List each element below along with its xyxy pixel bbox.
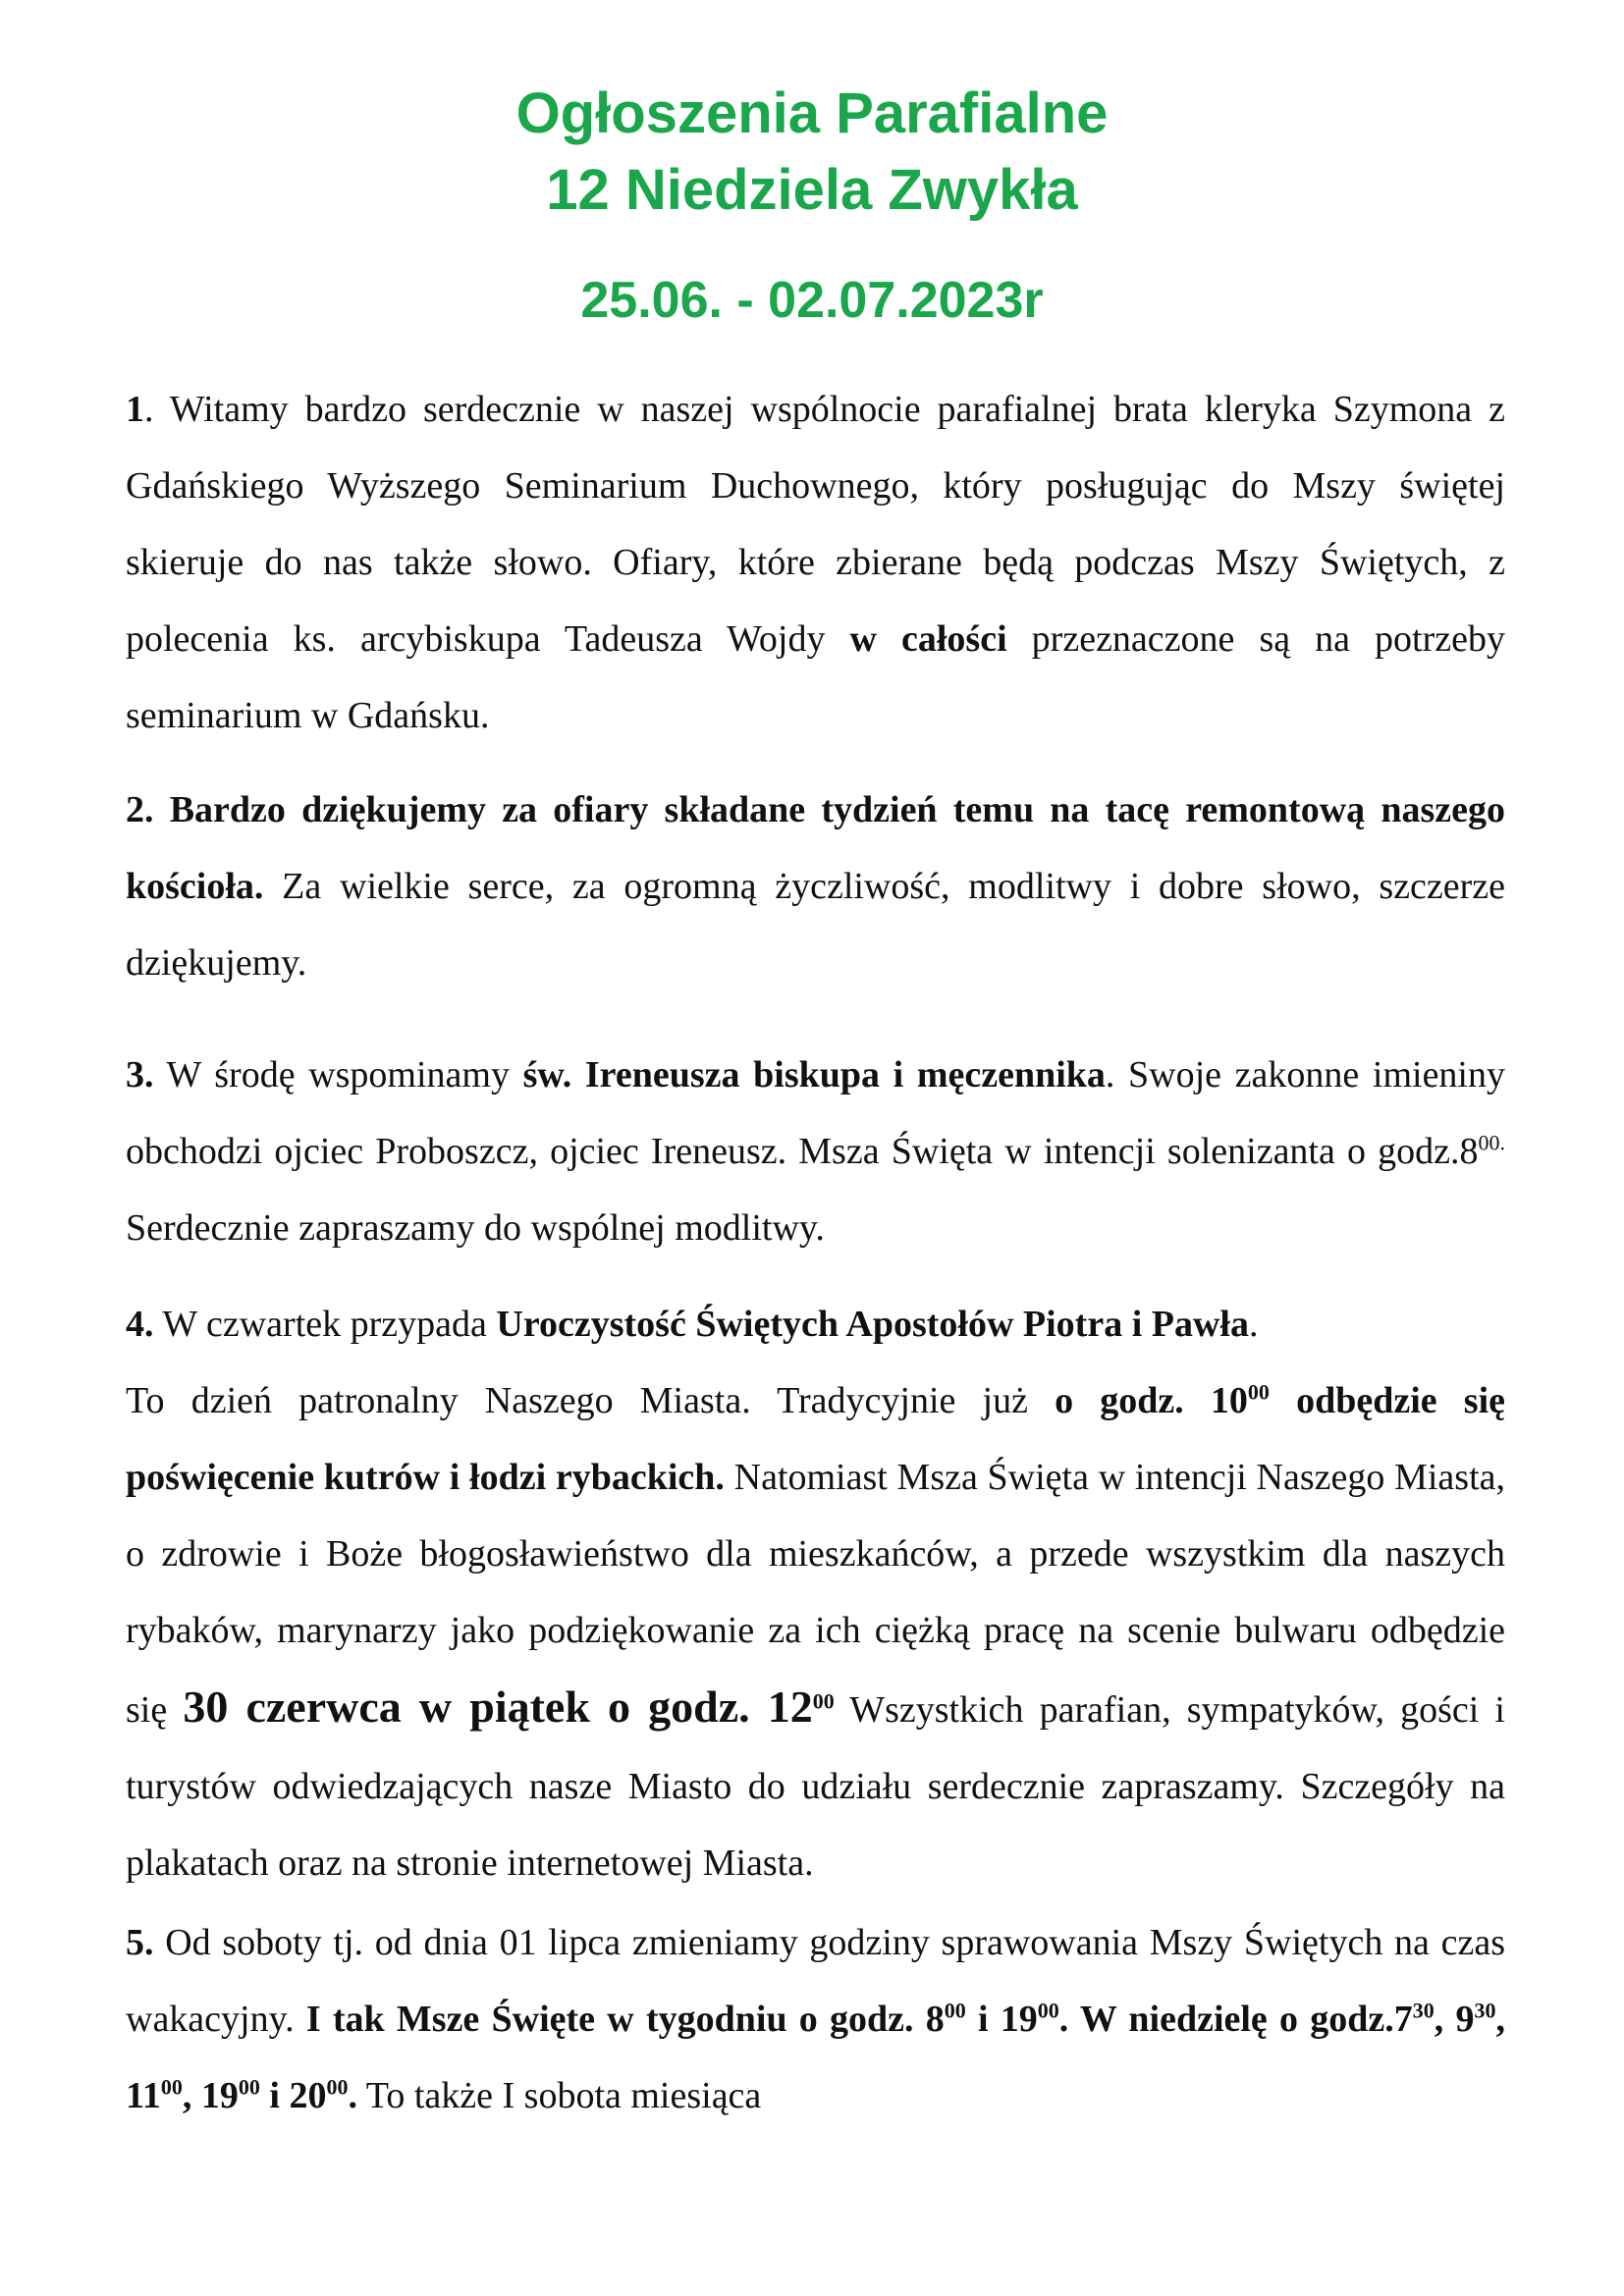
announcement-highlight: 30 czerwca w piątek o godz. 12 <box>183 1682 813 1732</box>
announcement-3 <box>126 1037 1505 1266</box>
announcement-2 <box>126 772 1505 1001</box>
announcement-number: 1 <box>126 389 144 430</box>
page-title: Ogłoszenia Parafialne <box>515 81 1109 145</box>
announcement-5 <box>126 1904 1505 2134</box>
announcement-number: 3. <box>126 1054 154 1095</box>
announcement-emphasis: . W niedzielę o godz.7 <box>1058 1999 1413 2040</box>
announcement-emphasis: odbędzie się poświęcenie kutrów i łodzi rybackich. <box>126 1380 1505 1498</box>
announcement-number: 4. <box>126 1304 154 1345</box>
time-superscript: 00 <box>238 2074 260 2100</box>
time-superscript: 00 <box>1247 1379 1270 1405</box>
announcement-text: Serdecznie zapraszamy do wspólnej modlitwy. <box>126 1207 825 1249</box>
announcement-text: . <box>1248 1304 1259 1345</box>
announcement-text: . Witamy bardzo serdecznie w naszej wspólnocie parafialnej brata kleryka Szymona z Gdańskiego Wyższego Seminarium Duchownego, który posługując do Mszy świętej skieruje do nas także słowo. Ofiary, które zbierane będą podczas Mszy Świętych, z polecenia ks. arcybiskupa Tadeusza Wojdy <box>126 389 1505 660</box>
announcement-emphasis: , 11 <box>126 1999 1505 2116</box>
time-superscript: 00. <box>1478 1130 1505 1155</box>
announcement-1 <box>126 371 1505 754</box>
announcement-emphasis: 2. Bardzo dziękujemy za ofiary składane tydzień temu na tacę remontową naszego kościoła. <box>126 789 1505 907</box>
time-superscript: 00 <box>160 2074 183 2100</box>
announcement-text: Za wielkie serce, za ogromną życzliwość, modlitwy i dobre słowo, szczerze dziękujemy. <box>126 866 1505 984</box>
announcement-text: przeznaczone są na potrzeby seminarium w Gdańsku. <box>126 618 1505 736</box>
announcement-emphasis: i 20 <box>259 2075 327 2116</box>
announcement-text: . Swoje zakonne imieniny obchodzi ojciec Proboszcz, ojciec Ireneusz. Msza Święta w intencji solenizanta o godz.8 <box>126 1054 1505 1172</box>
time-superscript: 00 <box>944 1998 966 2023</box>
announcement-emphasis: , 9 <box>1434 1999 1475 2040</box>
announcement-text: To także I sobota miesiąca <box>356 2075 762 2116</box>
announcement-emphasis: św. Ireneusza biskupa i męczennika <box>522 1054 1106 1095</box>
announcement-emphasis: , 19 <box>182 2075 239 2116</box>
announcement-text: To dzień patronalny Naszego Miasta. Tradycyjnie już <box>126 1380 1056 1421</box>
announcement-emphasis: I tak Msze Święte w tygodniu o godz. 8 <box>305 1999 945 2040</box>
time-superscript: 30 <box>1412 1998 1435 2023</box>
announcement-emphasis: o godz. 10 <box>1055 1380 1248 1421</box>
announcement-4 <box>126 1286 1505 1901</box>
announcement-emphasis: Uroczystość Świętych Apostołów Piotra i Pawła <box>496 1304 1249 1345</box>
time-superscript: 00 <box>326 2074 349 2100</box>
announcement-text: Natomiast Msza Święta w intencji Naszego Miasta, o zdrowie i Boże błogosławieństwo dla mieszkańców, a przede wszystkim dla naszych rybaków, marynarzy jako podziękowanie za ich ciężką pracę na scenie bulwaru odbędzie się <box>126 1457 1505 1731</box>
announcement-number: 5. <box>126 1922 154 1963</box>
announcement-emphasis: . <box>348 2075 357 2116</box>
announcement-text: W czwartek przypada <box>153 1304 497 1345</box>
announcement-text: W środę wspominamy <box>153 1054 523 1095</box>
date-range: 25.06. - 02.07.2023r <box>580 272 1044 329</box>
time-superscript: 00 <box>1037 1998 1059 2023</box>
announcement-text: Od soboty tj. od dnia 01 lipca zmieniamy godziny sprawowania Mszy Świętych na czas wakacyjny. <box>126 1922 1505 2040</box>
announcement-emphasis: w całości <box>849 618 1007 660</box>
page-subtitle: 12 Niedziela Zwykła <box>546 158 1078 222</box>
announcement-text: Wszystkich parafian, sympatyków, gości i turystów odwiedzających nasze Miasto do udziału serdecznie zapraszamy. Szczegóły na plakatach oraz na stronie internetowej Miasta. <box>126 1689 1505 1884</box>
time-superscript: 30 <box>1474 1998 1496 2023</box>
time-superscript: 00 <box>812 1688 835 1714</box>
announcement-emphasis: i 19 <box>965 1999 1038 2040</box>
